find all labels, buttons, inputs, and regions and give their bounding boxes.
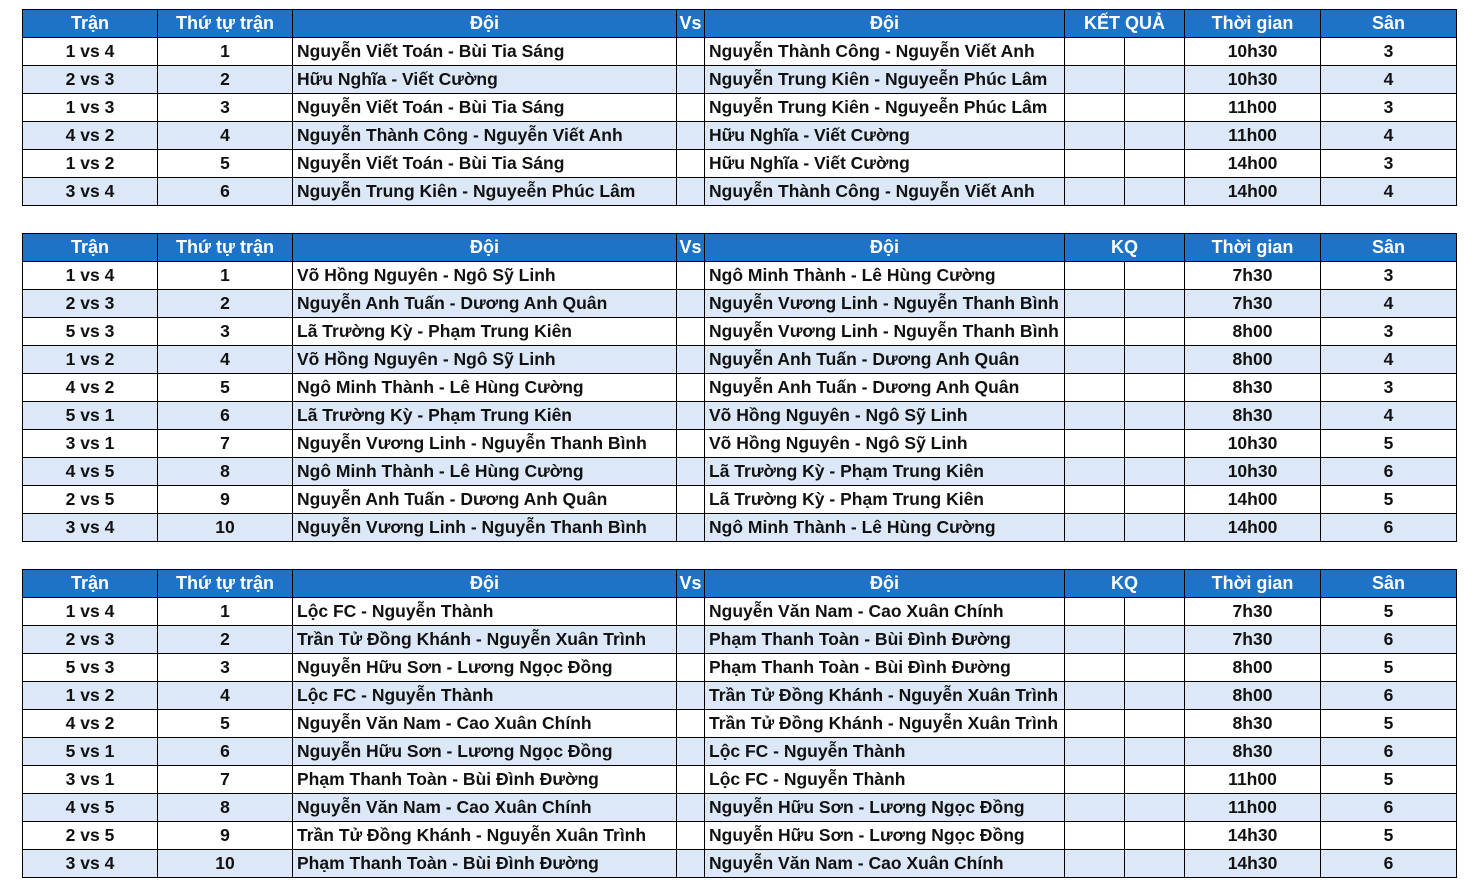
cell-result xyxy=(1065,514,1125,542)
cell-time: 8h30 xyxy=(1185,738,1321,766)
cell-team-b: Nguyễn Văn Nam - Cao Xuân Chính xyxy=(705,850,1065,878)
cell-team-a: Nguyễn Vương Linh - Nguyễn Thanh Bình xyxy=(293,514,677,542)
cell-result xyxy=(1125,794,1185,822)
cell-order: 5 xyxy=(158,374,293,402)
cell-court: 3 xyxy=(1321,318,1457,346)
cell-order: 8 xyxy=(158,458,293,486)
cell-match: 3 vs 1 xyxy=(23,430,158,458)
cell-match: 2 vs 5 xyxy=(23,822,158,850)
table-row xyxy=(23,794,1457,822)
header-vs: Vs xyxy=(677,570,705,598)
table-row xyxy=(23,402,1457,430)
cell-team-b: Trần Tử Đồng Khánh - Nguyễn Xuân Trình xyxy=(705,710,1065,738)
table-row xyxy=(23,122,1457,150)
cell-match: 4 vs 2 xyxy=(23,710,158,738)
cell-order: 6 xyxy=(158,738,293,766)
cell-order: 9 xyxy=(158,822,293,850)
cell-result xyxy=(1125,402,1185,430)
table-row xyxy=(23,598,1457,626)
cell-team-b: Nguyễn Trung Kiên - Nguyeễn Phúc Lâm xyxy=(705,66,1065,94)
table-row xyxy=(23,850,1457,878)
cell-team-b: Nguyễn Vương Linh - Nguyễn Thanh Bình xyxy=(705,290,1065,318)
cell-result xyxy=(1065,458,1125,486)
table-row xyxy=(23,66,1457,94)
cell-match: 5 vs 1 xyxy=(23,402,158,430)
cell-team-b: Nguyễn Vương Linh - Nguyễn Thanh Bình xyxy=(705,318,1065,346)
cell-order: 1 xyxy=(158,262,293,290)
cell-order: 4 xyxy=(158,122,293,150)
header-vs: Vs xyxy=(677,234,705,262)
table-row xyxy=(23,94,1457,122)
cell-match: 3 vs 4 xyxy=(23,850,158,878)
header-order: Thứ tự trận xyxy=(158,10,293,38)
cell-result xyxy=(1125,318,1185,346)
cell-order: 9 xyxy=(158,486,293,514)
cell-order: 5 xyxy=(158,710,293,738)
cell-team-a: Nguyễn Vương Linh - Nguyễn Thanh Bình xyxy=(293,430,677,458)
cell-match: 5 vs 1 xyxy=(23,738,158,766)
cell-vs xyxy=(677,122,705,150)
cell-team-b: Trần Tử Đồng Khánh - Nguyễn Xuân Trình xyxy=(705,682,1065,710)
cell-order: 6 xyxy=(158,178,293,206)
header-result: KẾT QUẢ xyxy=(1065,10,1185,38)
cell-time: 10h30 xyxy=(1185,458,1321,486)
cell-time: 14h00 xyxy=(1185,514,1321,542)
cell-time: 8h00 xyxy=(1185,654,1321,682)
table-row xyxy=(23,458,1457,486)
cell-team-b: Ngô Minh Thành - Lê Hùng Cường xyxy=(705,262,1065,290)
cell-match: 4 vs 2 xyxy=(23,122,158,150)
cell-team-b: Nguyễn Hữu Sơn - Lương Ngọc Đồng xyxy=(705,794,1065,822)
cell-result xyxy=(1125,290,1185,318)
cell-team-b: Võ Hồng Nguyên - Ngô Sỹ Linh xyxy=(705,430,1065,458)
cell-result xyxy=(1065,94,1125,122)
cell-match: 2 vs 5 xyxy=(23,486,158,514)
header-match: Trận xyxy=(23,234,158,262)
cell-court: 4 xyxy=(1321,346,1457,374)
cell-team-a: Hữu Nghĩa - Viết Cường xyxy=(293,66,677,94)
cell-match: 4 vs 5 xyxy=(23,794,158,822)
cell-court: 4 xyxy=(1321,122,1457,150)
cell-team-a: Trần Tử Đồng Khánh - Nguyễn Xuân Trình xyxy=(293,822,677,850)
cell-result xyxy=(1065,318,1125,346)
table-row xyxy=(23,822,1457,850)
cell-vs xyxy=(677,38,705,66)
cell-time: 10h30 xyxy=(1185,66,1321,94)
cell-result xyxy=(1065,262,1125,290)
header-row xyxy=(23,234,1457,262)
cell-result xyxy=(1065,654,1125,682)
cell-vs xyxy=(677,402,705,430)
header-row xyxy=(23,10,1457,38)
cell-time: 8h00 xyxy=(1185,346,1321,374)
table-row xyxy=(23,318,1457,346)
table-row xyxy=(23,654,1457,682)
cell-time: 8h00 xyxy=(1185,682,1321,710)
cell-vs xyxy=(677,458,705,486)
cell-team-b: Nguyễn Thành Công - Nguyễn Viết Anh xyxy=(705,178,1065,206)
cell-result xyxy=(1125,514,1185,542)
header-order: Thứ tự trận xyxy=(158,234,293,262)
cell-match: 3 vs 4 xyxy=(23,514,158,542)
cell-time: 7h30 xyxy=(1185,290,1321,318)
cell-court: 4 xyxy=(1321,66,1457,94)
cell-vs xyxy=(677,766,705,794)
cell-result xyxy=(1125,374,1185,402)
cell-order: 7 xyxy=(158,766,293,794)
cell-team-a: Phạm Thanh Toàn - Bùi Đình Đường xyxy=(293,766,677,794)
cell-order: 3 xyxy=(158,318,293,346)
cell-team-b: Nguyễn Thành Công - Nguyễn Viết Anh xyxy=(705,38,1065,66)
cell-match: 4 vs 2 xyxy=(23,374,158,402)
cell-order: 2 xyxy=(158,66,293,94)
cell-team-a: Nguyễn Anh Tuấn - Dương Anh Quân xyxy=(293,486,677,514)
header-team-b: Đội xyxy=(705,10,1065,38)
cell-result xyxy=(1125,710,1185,738)
cell-time: 14h30 xyxy=(1185,822,1321,850)
cell-match: 2 vs 3 xyxy=(23,290,158,318)
cell-vs xyxy=(677,682,705,710)
cell-result xyxy=(1065,710,1125,738)
cell-team-a: Nguyễn Hữu Sơn - Lương Ngọc Đồng xyxy=(293,738,677,766)
cell-vs xyxy=(677,150,705,178)
cell-result xyxy=(1125,626,1185,654)
table-row xyxy=(23,346,1457,374)
cell-result xyxy=(1125,850,1185,878)
cell-order: 4 xyxy=(158,682,293,710)
cell-time: 14h30 xyxy=(1185,850,1321,878)
cell-match: 2 vs 3 xyxy=(23,66,158,94)
header-time: Thời gian xyxy=(1185,234,1321,262)
cell-team-a: Trần Tử Đồng Khánh - Nguyễn Xuân Trình xyxy=(293,626,677,654)
cell-result xyxy=(1065,598,1125,626)
cell-match: 1 vs 2 xyxy=(23,346,158,374)
cell-result xyxy=(1125,486,1185,514)
cell-time: 8h30 xyxy=(1185,374,1321,402)
header-court: Sân xyxy=(1321,570,1457,598)
cell-order: 4 xyxy=(158,346,293,374)
cell-time: 11h00 xyxy=(1185,794,1321,822)
cell-result xyxy=(1125,178,1185,206)
cell-court: 6 xyxy=(1321,626,1457,654)
cell-result xyxy=(1065,486,1125,514)
table-row xyxy=(23,710,1457,738)
cell-result xyxy=(1125,346,1185,374)
cell-result xyxy=(1125,262,1185,290)
table-row xyxy=(23,486,1457,514)
cell-result xyxy=(1065,738,1125,766)
cell-time: 8h30 xyxy=(1185,710,1321,738)
cell-result xyxy=(1125,38,1185,66)
cell-result xyxy=(1065,766,1125,794)
cell-court: 5 xyxy=(1321,766,1457,794)
cell-team-b: Hữu Nghĩa - Viết Cường xyxy=(705,122,1065,150)
cell-team-a: Nguyễn Anh Tuấn - Dương Anh Quân xyxy=(293,290,677,318)
cell-order: 6 xyxy=(158,402,293,430)
cell-order: 5 xyxy=(158,150,293,178)
cell-court: 5 xyxy=(1321,654,1457,682)
cell-court: 3 xyxy=(1321,374,1457,402)
cell-vs xyxy=(677,654,705,682)
header-team-b: Đội xyxy=(705,234,1065,262)
cell-court: 5 xyxy=(1321,430,1457,458)
cell-vs xyxy=(677,710,705,738)
cell-order: 3 xyxy=(158,94,293,122)
cell-order: 2 xyxy=(158,290,293,318)
cell-team-a: Lã Trường Kỳ - Phạm Trung Kiên xyxy=(293,402,677,430)
cell-team-b: Nguyễn Anh Tuấn - Dương Anh Quân xyxy=(705,346,1065,374)
cell-team-b: Lã Trường Kỳ - Phạm Trung Kiên xyxy=(705,486,1065,514)
header-time: Thời gian xyxy=(1185,570,1321,598)
cell-team-a: Võ Hồng Nguyên - Ngô Sỹ Linh xyxy=(293,262,677,290)
table-row xyxy=(23,738,1457,766)
cell-team-b: Nguyễn Văn Nam - Cao Xuân Chính xyxy=(705,598,1065,626)
cell-court: 5 xyxy=(1321,822,1457,850)
cell-vs xyxy=(677,262,705,290)
cell-time: 8h30 xyxy=(1185,402,1321,430)
table-row xyxy=(23,430,1457,458)
cell-time: 8h00 xyxy=(1185,318,1321,346)
table-row xyxy=(23,626,1457,654)
cell-court: 5 xyxy=(1321,486,1457,514)
cell-match: 1 vs 4 xyxy=(23,262,158,290)
cell-match: 1 vs 2 xyxy=(23,150,158,178)
cell-result xyxy=(1065,150,1125,178)
cell-team-a: Ngô Minh Thành - Lê Hùng Cường xyxy=(293,374,677,402)
cell-team-b: Nguyễn Anh Tuấn - Dương Anh Quân xyxy=(705,374,1065,402)
cell-order: 3 xyxy=(158,654,293,682)
cell-result xyxy=(1065,794,1125,822)
cell-match: 2 vs 3 xyxy=(23,626,158,654)
cell-time: 10h30 xyxy=(1185,430,1321,458)
cell-result xyxy=(1125,430,1185,458)
cell-team-b: Nguyễn Hữu Sơn - Lương Ngọc Đồng xyxy=(705,822,1065,850)
cell-result xyxy=(1065,38,1125,66)
cell-team-b: Ngô Minh Thành - Lê Hùng Cường xyxy=(705,514,1065,542)
cell-court: 6 xyxy=(1321,514,1457,542)
cell-result xyxy=(1125,94,1185,122)
header-team-b: Đội xyxy=(705,570,1065,598)
cell-result xyxy=(1065,290,1125,318)
header-result: KQ xyxy=(1065,570,1185,598)
cell-match: 5 vs 3 xyxy=(23,318,158,346)
cell-court: 4 xyxy=(1321,178,1457,206)
cell-team-a: Nguyễn Viết Toán - Bùi Tia Sáng xyxy=(293,150,677,178)
schedule-table-1 xyxy=(22,9,1457,206)
cell-result xyxy=(1125,738,1185,766)
cell-team-b: Võ Hồng Nguyên - Ngô Sỹ Linh xyxy=(705,402,1065,430)
header-match: Trận xyxy=(23,10,158,38)
cell-court: 3 xyxy=(1321,38,1457,66)
cell-result xyxy=(1065,682,1125,710)
cell-match: 3 vs 1 xyxy=(23,766,158,794)
header-order: Thứ tự trận xyxy=(158,570,293,598)
cell-vs xyxy=(677,94,705,122)
cell-vs xyxy=(677,66,705,94)
cell-time: 11h00 xyxy=(1185,122,1321,150)
cell-result xyxy=(1065,822,1125,850)
cell-team-a: Nguyễn Trung Kiên - Nguyeễn Phúc Lâm xyxy=(293,178,677,206)
schedule-table-3 xyxy=(22,569,1457,878)
header-vs: Vs xyxy=(677,10,705,38)
cell-result xyxy=(1065,346,1125,374)
table-row xyxy=(23,262,1457,290)
cell-order: 2 xyxy=(158,626,293,654)
cell-team-b: Phạm Thanh Toàn - Bùi Đình Đường xyxy=(705,654,1065,682)
cell-result xyxy=(1125,766,1185,794)
table-row xyxy=(23,150,1457,178)
cell-match: 4 vs 5 xyxy=(23,458,158,486)
cell-result xyxy=(1125,598,1185,626)
cell-vs xyxy=(677,598,705,626)
table-row xyxy=(23,38,1457,66)
cell-time: 14h00 xyxy=(1185,178,1321,206)
cell-team-b: Lộc FC - Nguyễn Thành xyxy=(705,738,1065,766)
table-row xyxy=(23,682,1457,710)
cell-order: 10 xyxy=(158,514,293,542)
cell-order: 1 xyxy=(158,598,293,626)
cell-vs xyxy=(677,626,705,654)
cell-match: 1 vs 4 xyxy=(23,598,158,626)
cell-order: 7 xyxy=(158,430,293,458)
cell-court: 3 xyxy=(1321,262,1457,290)
cell-court: 6 xyxy=(1321,458,1457,486)
cell-time: 14h00 xyxy=(1185,150,1321,178)
cell-court: 4 xyxy=(1321,290,1457,318)
header-court: Sân xyxy=(1321,10,1457,38)
cell-time: 14h00 xyxy=(1185,486,1321,514)
cell-team-a: Nguyễn Viết Toán - Bùi Tia Sáng xyxy=(293,94,677,122)
cell-vs xyxy=(677,430,705,458)
cell-court: 6 xyxy=(1321,850,1457,878)
header-time: Thời gian xyxy=(1185,10,1321,38)
table-row xyxy=(23,178,1457,206)
cell-team-b: Lã Trường Kỳ - Phạm Trung Kiên xyxy=(705,458,1065,486)
cell-team-a: Võ Hồng Nguyên - Ngô Sỹ Linh xyxy=(293,346,677,374)
cell-result xyxy=(1065,178,1125,206)
cell-court: 6 xyxy=(1321,794,1457,822)
cell-team-b: Hữu Nghĩa - Viết Cường xyxy=(705,150,1065,178)
cell-vs xyxy=(677,514,705,542)
header-court: Sân xyxy=(1321,234,1457,262)
cell-time: 11h00 xyxy=(1185,94,1321,122)
cell-time: 11h00 xyxy=(1185,766,1321,794)
table-row xyxy=(23,374,1457,402)
cell-court: 4 xyxy=(1321,402,1457,430)
cell-vs xyxy=(677,794,705,822)
cell-team-a: Ngô Minh Thành - Lê Hùng Cường xyxy=(293,458,677,486)
cell-order: 8 xyxy=(158,794,293,822)
cell-match: 1 vs 2 xyxy=(23,682,158,710)
cell-team-a: Nguyễn Thành Công - Nguyễn Viết Anh xyxy=(293,122,677,150)
cell-vs xyxy=(677,318,705,346)
cell-result xyxy=(1065,66,1125,94)
cell-result xyxy=(1125,458,1185,486)
cell-time: 7h30 xyxy=(1185,262,1321,290)
cell-court: 3 xyxy=(1321,150,1457,178)
cell-vs xyxy=(677,738,705,766)
cell-vs xyxy=(677,822,705,850)
cell-order: 1 xyxy=(158,38,293,66)
cell-team-a: Lộc FC - Nguyễn Thành xyxy=(293,598,677,626)
cell-court: 6 xyxy=(1321,738,1457,766)
cell-result xyxy=(1125,122,1185,150)
cell-team-a: Nguyễn Văn Nam - Cao Xuân Chính xyxy=(293,710,677,738)
cell-result xyxy=(1065,850,1125,878)
cell-match: 3 vs 4 xyxy=(23,178,158,206)
header-row xyxy=(23,570,1457,598)
cell-time: 7h30 xyxy=(1185,626,1321,654)
cell-result xyxy=(1125,822,1185,850)
cell-court: 6 xyxy=(1321,682,1457,710)
cell-result xyxy=(1125,654,1185,682)
cell-vs xyxy=(677,850,705,878)
header-result: KQ xyxy=(1065,234,1185,262)
cell-vs xyxy=(677,290,705,318)
cell-vs xyxy=(677,374,705,402)
cell-court: 3 xyxy=(1321,94,1457,122)
header-team-a: Đội xyxy=(293,234,677,262)
cell-result xyxy=(1065,122,1125,150)
header-match: Trận xyxy=(23,570,158,598)
cell-match: 5 vs 3 xyxy=(23,654,158,682)
cell-result xyxy=(1125,682,1185,710)
cell-result xyxy=(1065,402,1125,430)
cell-team-a: Nguyễn Viết Toán - Bùi Tia Sáng xyxy=(293,38,677,66)
cell-team-a: Phạm Thanh Toàn - Bùi Đình Đường xyxy=(293,850,677,878)
cell-team-a: Nguyễn Hữu Sơn - Lương Ngọc Đồng xyxy=(293,654,677,682)
schedule-table-2 xyxy=(22,233,1457,542)
cell-match: 1 vs 4 xyxy=(23,38,158,66)
cell-court: 5 xyxy=(1321,598,1457,626)
header-team-a: Đội xyxy=(293,570,677,598)
header-team-a: Đội xyxy=(293,10,677,38)
cell-match: 1 vs 3 xyxy=(23,94,158,122)
cell-result xyxy=(1125,150,1185,178)
cell-result xyxy=(1065,430,1125,458)
cell-result xyxy=(1065,374,1125,402)
cell-team-b: Lộc FC - Nguyễn Thành xyxy=(705,766,1065,794)
cell-court: 5 xyxy=(1321,710,1457,738)
table-row xyxy=(23,766,1457,794)
cell-team-a: Lộc FC - Nguyễn Thành xyxy=(293,682,677,710)
cell-team-b: Nguyễn Trung Kiên - Nguyeễn Phúc Lâm xyxy=(705,94,1065,122)
cell-order: 10 xyxy=(158,850,293,878)
table-row xyxy=(23,290,1457,318)
cell-team-b: Phạm Thanh Toàn - Bùi Đình Đường xyxy=(705,626,1065,654)
cell-vs xyxy=(677,178,705,206)
table-row xyxy=(23,514,1457,542)
cell-time: 7h30 xyxy=(1185,598,1321,626)
cell-result xyxy=(1065,626,1125,654)
cell-team-a: Lã Trường Kỳ - Phạm Trung Kiên xyxy=(293,318,677,346)
cell-vs xyxy=(677,346,705,374)
cell-team-a: Nguyễn Văn Nam - Cao Xuân Chính xyxy=(293,794,677,822)
cell-vs xyxy=(677,486,705,514)
cell-result xyxy=(1125,66,1185,94)
cell-time: 10h30 xyxy=(1185,38,1321,66)
